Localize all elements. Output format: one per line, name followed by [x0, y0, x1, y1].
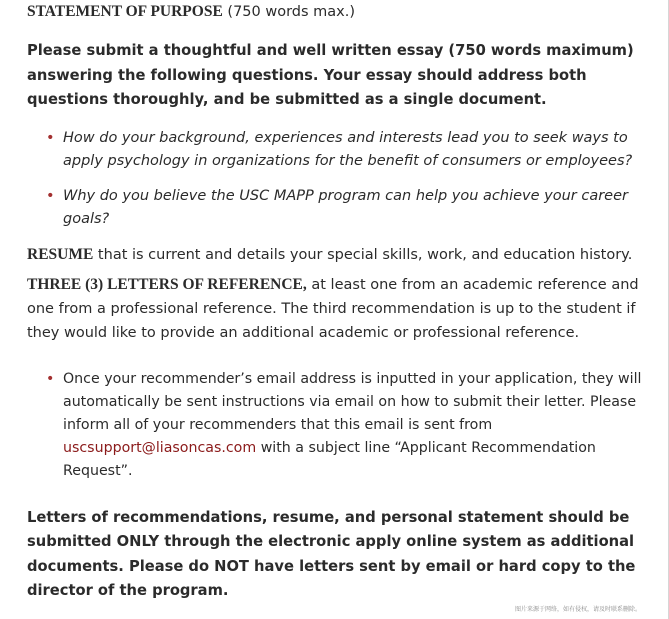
- essay-instructions: Please submit a thoughtful and well written essay (750 words maximum) answering the following questions. Your essay should address both questions thoroughly, and be submitted as a single document.: [27, 42, 634, 108]
- bullet-icon: •: [46, 187, 55, 204]
- essay-question: [46, 127, 659, 173]
- statement-title: STATEMENT OF PURPOSE: [27, 3, 223, 20]
- resume-title: RESUME: [27, 245, 94, 263]
- question-text: Why do you believe the USC MAPP program can help you achieve your career goals?: [63, 187, 628, 227]
- submission-instructions: Letters of recommendations, resume, and personal statement should be submitted ONLY through the electronic apply online system as additional documents. Please do NOT have letters sent by email or hard copy to the director of the program.: [27, 508, 636, 599]
- bullet-icon: •: [46, 370, 55, 387]
- bullet-icon: •: [46, 129, 55, 146]
- references-text: at least one from an academic reference and one from a professional reference. The third recommendation is up to the student if they would like to provide an additional academic or professional reference.: [27, 276, 639, 341]
- note-text-after: with a subject line “Applicant Recommendation Request”.: [63, 439, 596, 479]
- admissions-requirements: [27, 0, 659, 604]
- essay-questions: [27, 127, 659, 231]
- recommender-notes: [27, 368, 659, 483]
- resume-requirement: [27, 243, 659, 267]
- resume-text: that is current and details your special skills, work, and education history.: [93, 246, 633, 263]
- references-requirement: [27, 273, 659, 345]
- recommender-note: [46, 368, 659, 483]
- references-title: THREE (3) LETTERS OF REFERENCE,: [27, 275, 307, 293]
- support-email-link[interactable]: uscsupport@liasoncas.com: [63, 439, 257, 456]
- statement-word-limit: (750 words max.): [227, 4, 356, 20]
- essay-question: [46, 185, 659, 231]
- note-text-before: Once your recommender’s email address is inputted in your application, they will automatically be sent instructions via email on how to submit their letter. Please inform all of your recommenders that this email is sent from: [63, 370, 642, 433]
- watermark-text: 图片来源于网络，如有侵权，请及时联系删除。: [514, 606, 641, 613]
- statement-of-purpose-heading: [27, 3, 659, 21]
- question-text: How do your background, experiences and interests lead you to seek ways to apply psychology in organizations for the benefit of consumers or employees?: [63, 129, 633, 169]
